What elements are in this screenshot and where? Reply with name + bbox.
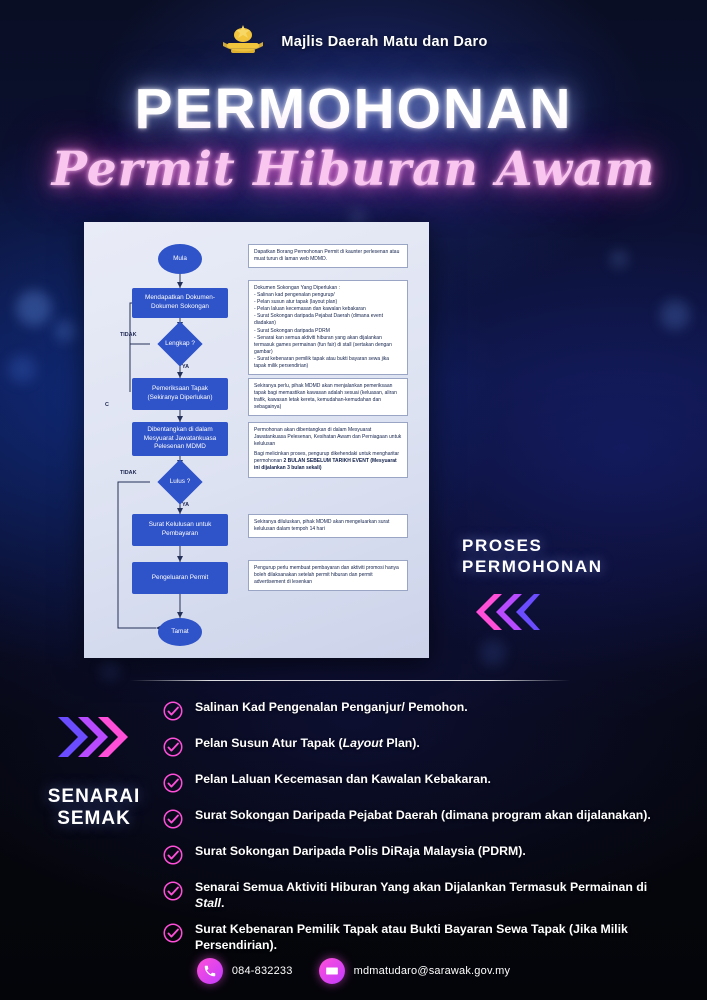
flow-note-documents-item: - Salinan kad pengenalan pengurup/ xyxy=(254,292,335,299)
flow-note-documents-item: - Surat Sokongan daripada PDRM xyxy=(254,327,330,334)
bokeh-light xyxy=(610,250,628,268)
flow-note-approval: Sekiranya diluluskan, pihak MDMD akan mengeluarkan surat kelulusan dalam tempoh 14 hari xyxy=(248,514,408,538)
check-circle-icon xyxy=(163,773,183,798)
flow-note-meeting-p1: Permohonan akan dibentangkan di dalam Mesyuarat Jawatankuasa Pelesenan, Kesihatan Awam dan Perniagaan untuk kelulusan xyxy=(254,427,402,448)
checklist-item-label: Pelan Laluan Kecemasan dan Kawalan Kebakaran. xyxy=(195,772,491,786)
checklist-item xyxy=(163,700,673,726)
check-circle-icon xyxy=(163,701,183,726)
flow-note-documents-item: - Senarai kan semua aktiviti hiburan yang akan dijalankan termasuk games permainan (fun fair) di stall (sertakan dengan gambar) xyxy=(254,334,392,355)
chevron-left-icon xyxy=(466,592,540,632)
checklist-label-line2: SEMAK xyxy=(57,807,131,829)
flow-edge-label-yes-2: YA xyxy=(182,502,189,508)
flow-node-site-inspection: Pemeriksaan Tapak (Sekiranya Diperlukan) xyxy=(132,378,228,410)
flow-node-permit-issue: Pengeluaran Permit xyxy=(132,562,228,594)
checklist xyxy=(163,700,673,964)
checklist-item-label: Senarai Semua Aktiviti Hiburan Yang akan Dijalankan Termasuk Permainan di Stall. xyxy=(195,880,648,910)
checklist-item xyxy=(163,808,673,834)
crest-icon xyxy=(219,22,267,62)
flow-edge-label-no-2: TIDAK xyxy=(120,470,137,476)
footer-phone-text: 084-832233 xyxy=(231,965,293,977)
section-divider xyxy=(130,680,570,681)
check-circle-icon xyxy=(163,737,183,762)
flow-edge-label-loop: C xyxy=(105,402,109,408)
bokeh-light xyxy=(16,290,52,326)
flow-node-complete-decision: Lengkap ? xyxy=(152,328,208,360)
flow-note-documents-title: Dokumen Sokongan Yang Diperlukan : xyxy=(254,285,340,291)
flow-node-approval-letter: Surat Kelulusan untuk Pembayaran xyxy=(132,514,228,546)
flow-node-start: Mula xyxy=(158,244,202,274)
footer-phone[interactable] xyxy=(197,958,293,984)
chevron-right-icon xyxy=(52,714,132,760)
checklist-item-label: Surat Kebenaran Pemilik Tapak atau Bukti Bayaran Sewa Tapak (Jika Milik Persendirian). xyxy=(195,921,628,952)
flow-note-documents-item: - Surat kebenaran pemilik tapak atau bukti bayaran sewa jika tapak milik persendirian) xyxy=(254,355,390,370)
flow-edge-label-yes-1: YA xyxy=(182,364,189,370)
check-circle-icon xyxy=(163,845,183,870)
process-label-line2: PERMOHONAN xyxy=(462,557,603,577)
flow-note-documents xyxy=(248,280,408,375)
envelope-icon xyxy=(319,958,345,984)
check-circle-icon xyxy=(163,809,183,834)
flow-note-documents-item: - Pelan laluan kecemasan dan kawalan kebakaran xyxy=(254,306,366,313)
header xyxy=(0,22,707,62)
page-subtitle: Permit Hiburan Awam xyxy=(51,142,656,197)
process-label xyxy=(462,535,603,578)
page-title: PERMOHONAN xyxy=(134,77,573,141)
checklist-item xyxy=(163,880,673,912)
checklist-item xyxy=(163,772,673,798)
organization-name: Majlis Daerah Matu dan Daro xyxy=(281,34,488,50)
checklist-label xyxy=(24,786,164,830)
flow-node-end: Tamat xyxy=(158,618,202,646)
flow-node-documents: Mendapatkan Dokumen- Dokumen Sokongan xyxy=(132,288,228,318)
footer xyxy=(0,958,707,984)
flow-note-form: Dapatkan Borang Permohonan Permit di kaunter perlesenan atau muat turun di laman web MDMD. xyxy=(248,244,408,268)
bokeh-light xyxy=(660,300,690,330)
bokeh-light xyxy=(100,660,120,680)
flow-edge-label-no-1: TIDAK xyxy=(120,332,137,338)
phone-icon xyxy=(197,958,223,984)
footer-email-text: mdmatudaro@sarawak.gov.my xyxy=(353,965,511,977)
checklist-item xyxy=(163,736,673,762)
checklist-item xyxy=(163,844,673,870)
bokeh-light xyxy=(8,355,36,383)
flow-node-committee-meeting: Dibentangkan di dalam Mesyuarat Jawatankuasa Pelesenan MDMD xyxy=(132,422,228,456)
flow-note-meeting-p2: Bagi melicinkan proses, pengurup dikehendaki untuk mengharitar permohonan 2 BULAN SEBELUM TARIKH EVENT (Mesyuarat ini dijalankan 3 bulan sekali) xyxy=(254,451,400,472)
checklist-item-label: Pelan Susun Atur Tapak (Layout Plan). xyxy=(195,736,420,750)
checklist-item-label: Surat Sokongan Daripada Pejabat Daerah (dimana program akan dijalanakan). xyxy=(195,808,651,822)
process-label-line1: PROSES xyxy=(462,536,543,555)
bokeh-light xyxy=(54,320,76,342)
checklist-item xyxy=(163,922,673,954)
flowchart-card xyxy=(84,222,429,658)
flow-note-payment: Pengurup perlu membuat pembayaran dan aktiviti promosi hanya boleh dilaksanakan setelah permit hiburan dan permit advertisement di lesenkan xyxy=(248,560,408,591)
bokeh-light xyxy=(480,640,506,666)
flow-note-documents-items xyxy=(254,292,402,370)
checklist-item-label: Surat Sokongan Daripada Polis DiRaja Malaysia (PDRM). xyxy=(195,844,526,858)
footer-email[interactable] xyxy=(319,958,511,984)
flow-note-meeting xyxy=(248,422,408,478)
flow-note-documents-item: - Pelan susun atur tapak (layout plan) xyxy=(254,299,338,306)
flow-note-meeting-emphasis: 2 BULAN SEBELUM TARIKH EVENT (Mesyuarat ini dijalankan 3 bulan sekali) xyxy=(254,458,397,472)
flow-note-site-inspection: Sekiranya perlu, pihak MDMD akan menjalankan pemeriksaan tapak bagi memastikan kawasan adalah sesuai (keluasan, aliran trafik, kawasan letak kereta, kemudahan-kemudahan dan sebagainya) xyxy=(248,378,408,416)
checklist-item-label: Salinan Kad Pengenalan Penganjur/ Pemohon. xyxy=(195,700,468,714)
flow-note-documents-item: - Surat Sokongan daripada Pejabat Daerah (dimana event diadakan) xyxy=(254,313,383,327)
flowchart xyxy=(96,232,417,648)
check-circle-icon xyxy=(163,923,183,948)
check-circle-icon xyxy=(163,881,183,906)
flow-node-approval-decision: Lulus ? xyxy=(152,466,208,498)
checklist-label-line1: SENARAI xyxy=(47,786,141,807)
